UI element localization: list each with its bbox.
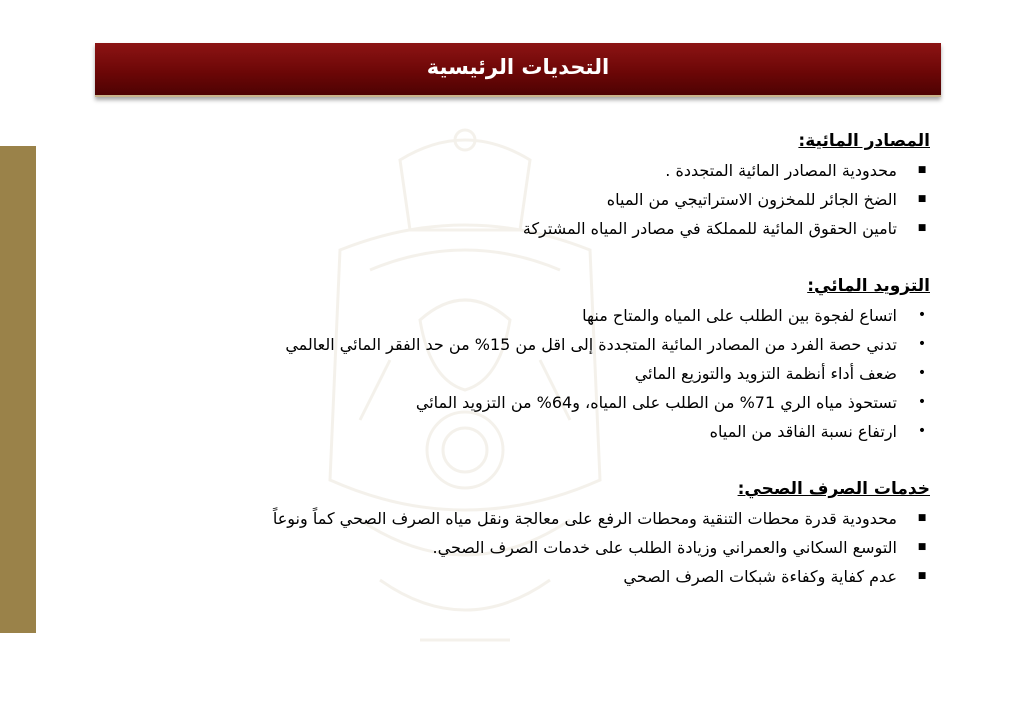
dot-bullet-icon [916,417,928,446]
slide-content [90,126,930,619]
list-item-text: عدم كفاية وكفاءة شبكات الصرف الصحي [623,567,897,586]
list-item [90,562,930,591]
list-item-text: التوسع السكاني والعمراني وزيادة الطلب على خدمات الصرف الصحي. [432,538,897,557]
square-bullet-icon [916,562,928,593]
dot-bullet-icon [916,359,928,388]
square-bullet-icon [916,504,928,535]
list-item [90,185,930,214]
slide-title: التحديات الرئيسية [426,55,610,79]
list-item-text: تستحوذ مياه الري 71% من الطلب على المياه، و64% من التزويد المائي [415,393,897,412]
square-bullet-icon [916,533,928,564]
section-heading: خدمات الصرف الصحي: [737,479,930,499]
list-item [90,156,930,185]
list-item-text: اتساع لفجوة بين الطلب على المياه والمتاح منها [582,306,897,325]
list-item [90,504,930,533]
list-item-text: تامين الحقوق المائية للمملكة في مصادر المياه المشتركة [522,219,897,238]
section-water-resources [90,126,930,243]
list-item [90,330,930,359]
dot-bullet-icon [916,330,928,359]
section-heading: المصادر المائية: [798,131,930,151]
list-item [90,388,930,417]
list-item [90,417,930,446]
list-item-text: محدودية قدرة محطات التنقية ومحطات الرفع على معالجة ونقل مياه الصرف الصحي كماً ونوعاً [272,509,897,528]
bullet-list [90,156,930,243]
square-bullet-icon [916,185,928,216]
section-heading: التزويد المائي: [807,276,930,296]
bullet-list [90,301,930,446]
list-item-text: ضعف أداء أنظمة التزويد والتوزيع المائي [634,364,897,383]
bullet-list [90,504,930,591]
list-item-text: ارتفاع نسبة الفاقد من المياه [709,422,897,441]
side-accent-bar [0,146,36,633]
list-item-text: تدني حصة الفرد من المصادر المائية المتجددة إلى اقل من 15% من حد الفقر المائي العالمي [285,335,897,354]
list-item [90,214,930,243]
dot-bullet-icon [916,388,928,417]
dot-bullet-icon [916,301,928,330]
list-item [90,533,930,562]
list-item [90,359,930,388]
square-bullet-icon [916,156,928,187]
section-sanitation-services [90,474,930,591]
section-water-supply [90,271,930,446]
list-item-text: محدودية المصادر المائية المتجددة . [665,161,897,180]
title-bar [95,43,941,97]
square-bullet-icon [916,214,928,245]
list-item-text: الضخ الجائر للمخزون الاستراتيجي من المياه [606,190,897,209]
list-item [90,301,930,330]
